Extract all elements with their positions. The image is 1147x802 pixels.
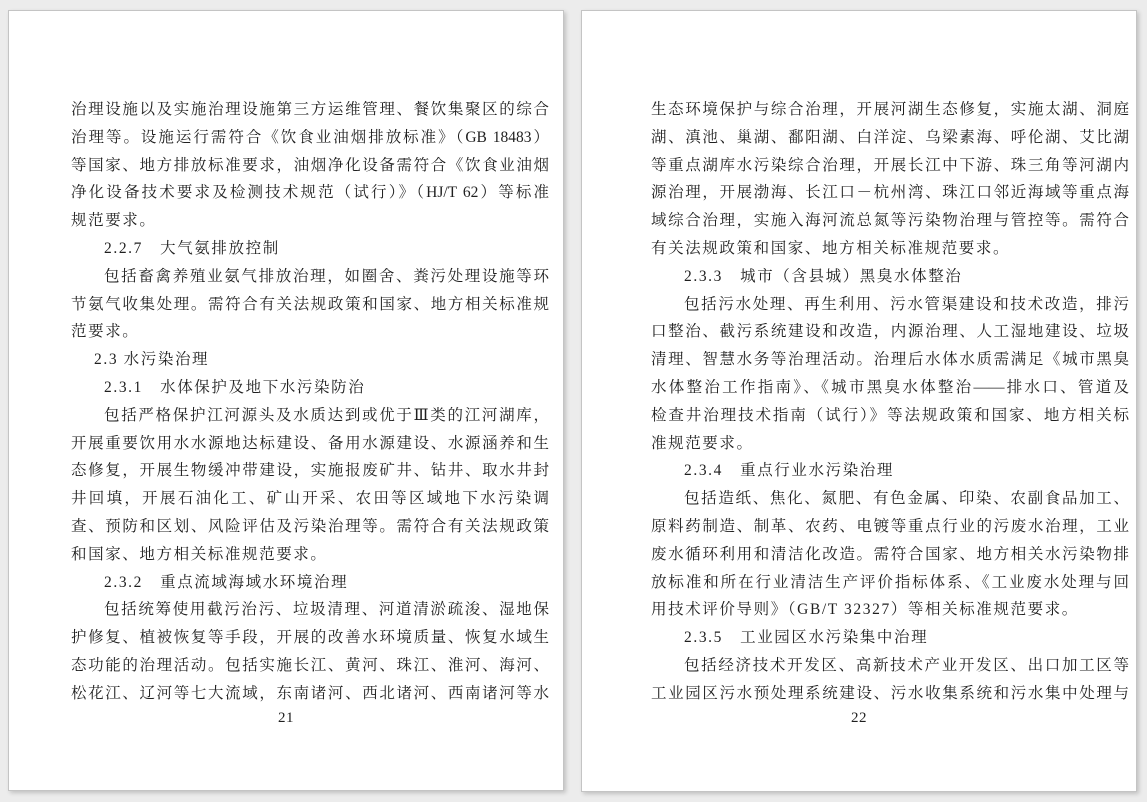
text-line: 2.3.2 重点流域海域水环境治理 <box>104 573 349 591</box>
page-number: 21 <box>278 710 294 726</box>
text-line: 清理、智慧水务等治理活动。治理后水体水质需满足《城市黑臭 <box>651 351 1129 369</box>
text-line: 废水循环利用和清洁化改造。需符合国家、地方相关水污染物排 <box>651 545 1129 563</box>
text-line: 2.3.4 重点行业水污染治理 <box>684 462 895 480</box>
text-line: 包括造纸、焦化、氮肥、有色金属、印染、农副食品加工、 <box>684 490 1129 508</box>
text-line: 包括污水处理、再生利用、污水管渠建设和技术改造，排污 <box>684 295 1129 313</box>
page-number: 22 <box>851 710 867 726</box>
text-line: 2.3.3 城市（含县城）黑臭水体整治 <box>684 267 963 285</box>
text-line: 水体整治工作指南》、《城市黑臭水体整治——排水口、管道及 <box>651 378 1129 396</box>
text-line: 包括经济技术开发区、高新技术产业开发区、出口加工区等 <box>684 656 1129 674</box>
text-line: 湖、滇池、巢湖、鄱阳湖、白洋淀、乌梁素海、呼伦湖、艾比湖 <box>651 128 1129 146</box>
text-line: 护修复、植被恢复等手段，开展的改善水环境质量、恢复水域生 <box>71 629 549 647</box>
text-line: 治理设施以及实施治理设施第三方运维管理、餐饮集聚区的综合 <box>71 101 549 118</box>
text-line: 放标准和所在行业清洁生产评价指标体系、《工业废水处理与回 <box>651 573 1129 591</box>
text-line: 等重点湖库水污染综合治理，开展长江中下游、珠三角等河湖内 <box>651 156 1129 174</box>
text-line: 准规范要求。 <box>651 434 754 452</box>
text-line: 规范要求。 <box>71 212 157 230</box>
text-line: 净化设备技术要求及检测技术规范（试行）》（HJ/T 62）等标准 <box>71 184 549 202</box>
text-line: 和国家、地方相关标准规范要求。 <box>71 545 328 563</box>
text-line: 口整治、截污系统建设和改造，内源治理、人工湿地建设、垃圾 <box>651 323 1129 341</box>
document-page-21 <box>8 10 564 791</box>
text-line: 态修复，开展生物缓冲带建设，实施报废矿井、钻井、取水井封 <box>71 462 549 480</box>
text-line: 用技术评价导则》（GB/T 32327）等相关标准规范要求。 <box>651 601 1079 619</box>
text-line: 2.2.7 大气氨排放控制 <box>104 239 280 257</box>
text-line: 检查井治理技术指南（试行）》等法规政策和国家、地方相关标 <box>651 406 1129 424</box>
text-line: 治理等。设施运行需符合《饮食业油烟排放标准》（GB 18483） <box>71 128 549 146</box>
text-line: 包括严格保护江河源头及水质达到或优于Ⅲ类的江河湖库， <box>104 406 549 424</box>
text-line: 查、预防和区划、风险评估及污染治理等。需符合有关法规政策 <box>71 517 549 535</box>
text-line: 工业园区污水预处理系统建设、污水收集系统和污水集中处理与 <box>651 684 1129 702</box>
text-line: 等国家、地方排放标准要求，油烟净化设备需符合《饮食业油烟 <box>71 156 549 174</box>
text-line: 原料药制造、制革、农药、电镀等重点行业的污废水治理，工业 <box>651 517 1129 535</box>
text-line: 有关法规政策和国家、地方相关标准规范要求。 <box>651 239 1011 257</box>
text-line: 范要求。 <box>71 323 140 341</box>
text-line: 松花江、辽河等七大流域，东南诸河、西北诸河、西南诸河等水 <box>71 684 549 702</box>
text-line: 2.3.1 水体保护及地下水污染防治 <box>104 378 366 396</box>
page-text-block <box>651 96 1129 708</box>
text-line: 生态环境保护与综合治理，开展河湖生态修复，实施太湖、洞庭 <box>651 101 1129 118</box>
text-line: 2.3.5 工业园区水污染集中治理 <box>684 629 929 647</box>
text-line: 节氨气收集处理。需符合有关法规政策和国家、地方相关标准规 <box>71 295 549 313</box>
text-line: 域综合治理，实施入海河流总氮等污染物治理与管控等。需符合 <box>651 212 1129 230</box>
text-line: 包括畜禽养殖业氨气排放治理，如圈舍、粪污处理设施等环 <box>104 267 549 285</box>
text-line: 开展重要饮用水水源地达标建设、备用水源建设、水源涵养和生 <box>71 434 549 452</box>
document-page-22 <box>581 10 1137 792</box>
text-line: 包括统筹使用截污治污、垃圾清理、河道清淤疏浚、湿地保 <box>104 601 549 619</box>
text-line: 井回填，开展石油化工、矿山开采、农田等区域地下水污染调 <box>71 490 549 508</box>
text-line: 源治理，开展渤海、长江口－杭州湾、珠江口邻近海域等重点海 <box>651 184 1129 202</box>
text-line: 2.3 水污染治理 <box>94 351 210 369</box>
text-line: 态功能的治理活动。包括实施长江、黄河、珠江、淮河、海河、 <box>71 656 549 674</box>
page-text-block <box>71 96 549 708</box>
